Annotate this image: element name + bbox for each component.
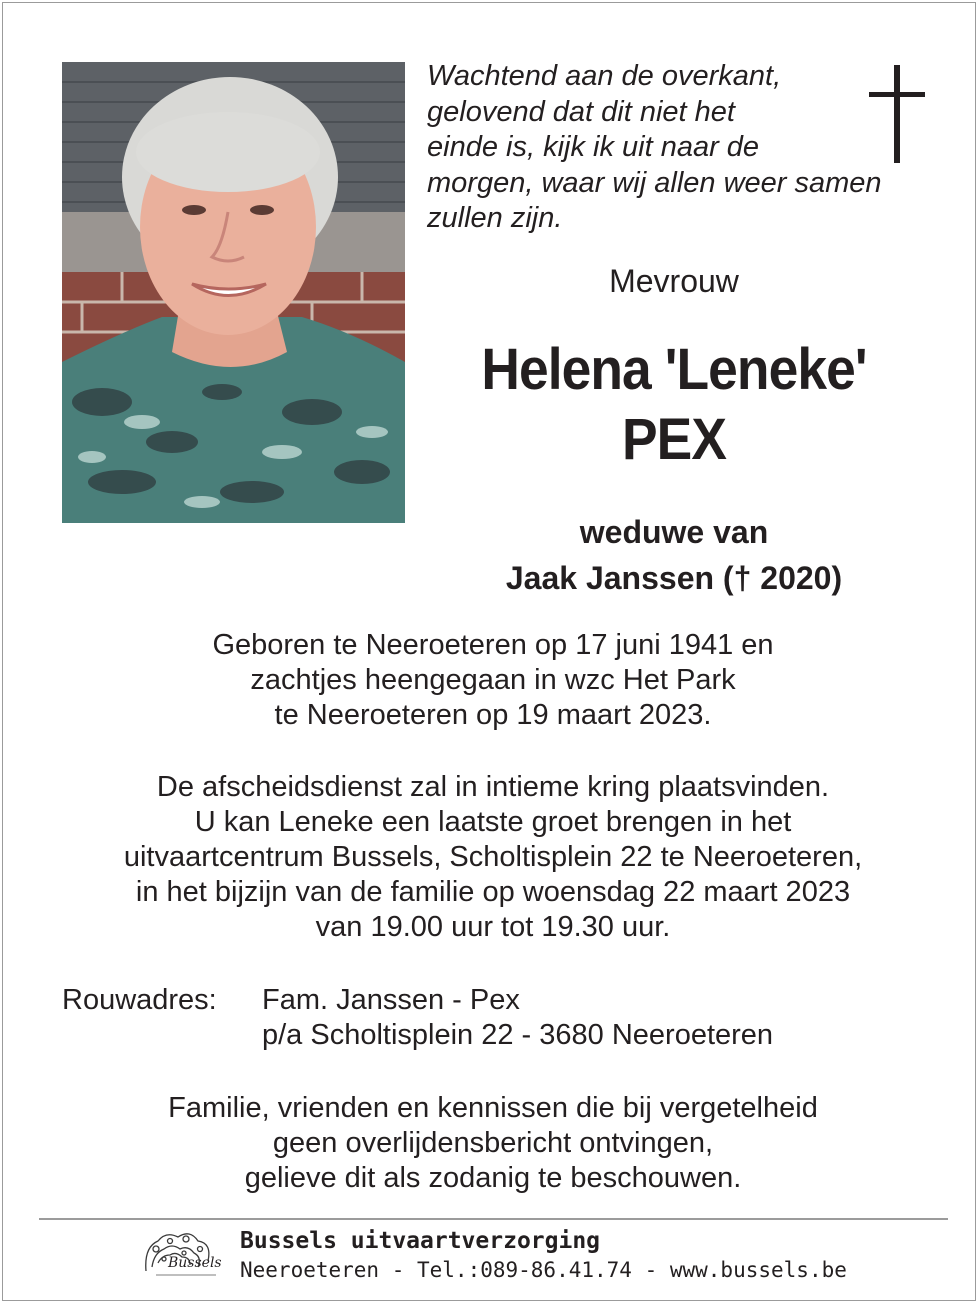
cross-icon	[869, 65, 925, 163]
widow-of-line1: weduwe van	[579, 514, 769, 550]
paragraph-line: van 19.00 uur tot 19.30 uur.	[315, 911, 671, 943]
funeral-home-info	[240, 1227, 847, 1284]
paragraph-line: te Neeroeteren op 19 maart 2023.	[274, 699, 712, 731]
service-paragraph	[3, 770, 980, 945]
poem-line: Wachtend aan de overkant,	[427, 60, 782, 92]
poem-line: einde is, kijk ik uit naar de	[427, 131, 760, 163]
widow-of	[405, 509, 943, 601]
paragraph-line: U kan Leneke een laatste groet brengen in het	[194, 806, 792, 838]
paragraph-line: Geboren te Neeroeteren op 17 juni 1941 en	[212, 629, 774, 661]
paragraph-line: geen overlijdensbericht ontvingen,	[272, 1127, 714, 1159]
paragraph-line: De afscheidsdienst zal in intieme kring plaatsvinden.	[156, 771, 830, 803]
poem-text	[427, 59, 927, 237]
funeral-home-contact: Neeroeteren - Tel.:089-86.41.74 - www.bussels.be	[240, 1258, 847, 1282]
mourning-address-line2: p/a Scholtisplein 22 - 3680 Neeroeteren	[262, 1019, 774, 1051]
paragraph-line: gelieve dit als zodanig te beschouwen.	[244, 1162, 742, 1194]
logo-wordmark: Bussels	[168, 1255, 222, 1271]
paragraph-line: Familie, vrienden en kennissen die bij vergetelheid	[168, 1092, 818, 1124]
footer-divider	[39, 1218, 948, 1220]
poem-line: gelovend dat dit niet het	[427, 95, 735, 128]
funeral-home-name: Bussels uitvaartverzorging	[240, 1228, 601, 1254]
poem-line: zullen zijn.	[427, 202, 563, 234]
paragraph-line: uitvaartcentrum Bussels, Scholtisplein 22 te Neeroeteren,	[123, 841, 863, 873]
portrait-photo	[62, 62, 405, 523]
deceased-name-line2: PEX	[621, 407, 727, 472]
mourning-address-line1: Fam. Janssen - Pex	[262, 984, 520, 1016]
obituary-card	[2, 2, 976, 1301]
poem-line: morgen, waar wij allen weer samen	[427, 166, 882, 199]
mourning-address-label: Rouwadres:	[62, 984, 217, 1016]
deceased-name-line1: Helena 'Leneke'	[481, 337, 867, 402]
honorific: Mevrouw	[609, 263, 739, 299]
notice-paragraph	[3, 1091, 980, 1196]
portrait-image	[62, 62, 405, 523]
deceased-name	[427, 335, 922, 475]
paragraph-line: in het bijzijn van de familie op woensdag 22 maart 2023	[135, 876, 851, 908]
birth-death-paragraph	[3, 628, 980, 733]
paragraph-line: zachtjes heengegaan in wzc Het Park	[250, 664, 736, 696]
funeral-home-logo	[136, 1227, 226, 1283]
widow-of-line2: Jaak Janssen († 2020)	[505, 560, 843, 596]
